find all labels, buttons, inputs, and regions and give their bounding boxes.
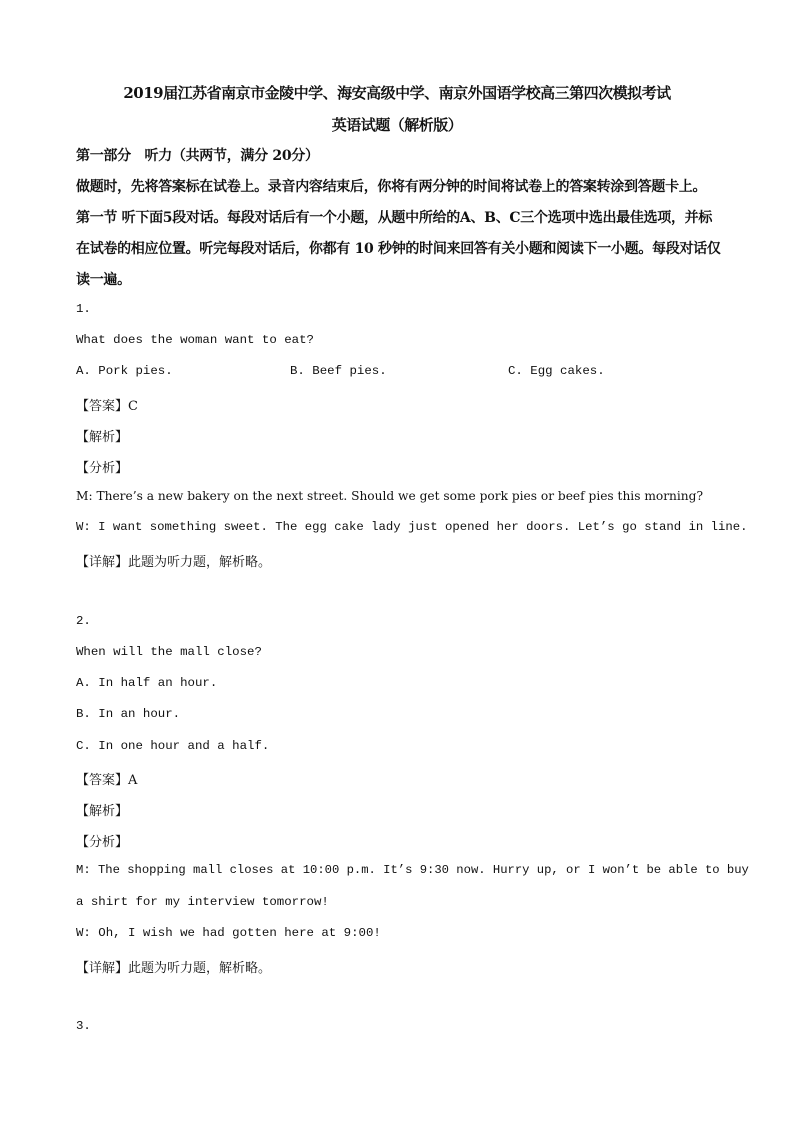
question-1-option-c: C. Egg cakes. (508, 364, 605, 378)
question-2-option-c: C. In one hour and a half. (76, 739, 270, 753)
question-1-option-b: B. Beef pies. (290, 364, 387, 378)
question-2-fenxi-label: 【分析】 (76, 835, 129, 850)
question-2-option-b: B. In an hour. (76, 707, 181, 721)
exam-title: 2019届江苏省南京市金陵中学、海安高级中学、南京外国语学校高三第四次模拟考试 (123, 84, 671, 102)
exam-subtitle: 英语试题（解析版） (331, 116, 463, 134)
question-3-number: 3. (76, 1019, 91, 1033)
question-2-option-a: A. In half an hour. (76, 676, 218, 690)
question-2-dialog-man-line1: M: The shopping mall closes at 10:00 p.m. It’s 9:30 now. Hurry up, or I won’t be able to buy (76, 863, 749, 877)
question-1-answer: 【答案】C (76, 399, 138, 414)
question-2-jiexi-label: 【解析】 (76, 804, 129, 819)
question-2-dialog-man-line2: a shirt for my interview tomorrow! (76, 895, 329, 909)
question-1-text: What does the woman want to eat? (76, 333, 314, 347)
question-1-dialog-man: M: There’s a new bakery on the next street. Should we get some pork pies or beef pies this morning? (76, 489, 703, 503)
section1-instruction-line1: 第一节 听下面5段对话。每段对话后有一个小题，从题中所给的A、B、C三个选项中选出最佳选项，并标 (76, 210, 713, 226)
section1-instruction-line2: 在试卷的相应位置。听完每段对话后，你都有 10 秒钟的时间来回答有关小题和阅读下一小题。每段对话仅 (76, 241, 721, 257)
part1-instruction: 做题时，先将答案标在试卷上。录音内容结束后，你将有两分钟的时间将试卷上的答案转涂到答题卡上。 (76, 179, 707, 195)
question-1-dialog-woman: W: I want something sweet. The egg cake lady just opened her doors. Let’s go stand in line. (76, 520, 748, 534)
question-2-detail: 【详解】此题为听力题，解析略。 (76, 961, 272, 976)
question-2-answer: 【答案】A (76, 773, 138, 788)
question-1-detail: 【详解】此题为听力题，解析略。 (76, 555, 272, 570)
question-2-dialog-woman: W: Oh, I wish we had gotten here at 9:00! (76, 926, 381, 940)
part1-heading: 第一部分 听力（共两节，满分 20分） (76, 148, 319, 164)
section1-instruction-line3: 读一遍。 (76, 272, 131, 288)
question-1-jiexi-label: 【解析】 (76, 430, 129, 445)
question-1-fenxi-label: 【分析】 (76, 461, 129, 476)
question-1-option-a: A. Pork pies. (76, 364, 173, 378)
question-2-text: When will the mall close? (76, 645, 262, 659)
question-1-number: 1. (76, 302, 91, 316)
question-2-number: 2. (76, 614, 91, 628)
